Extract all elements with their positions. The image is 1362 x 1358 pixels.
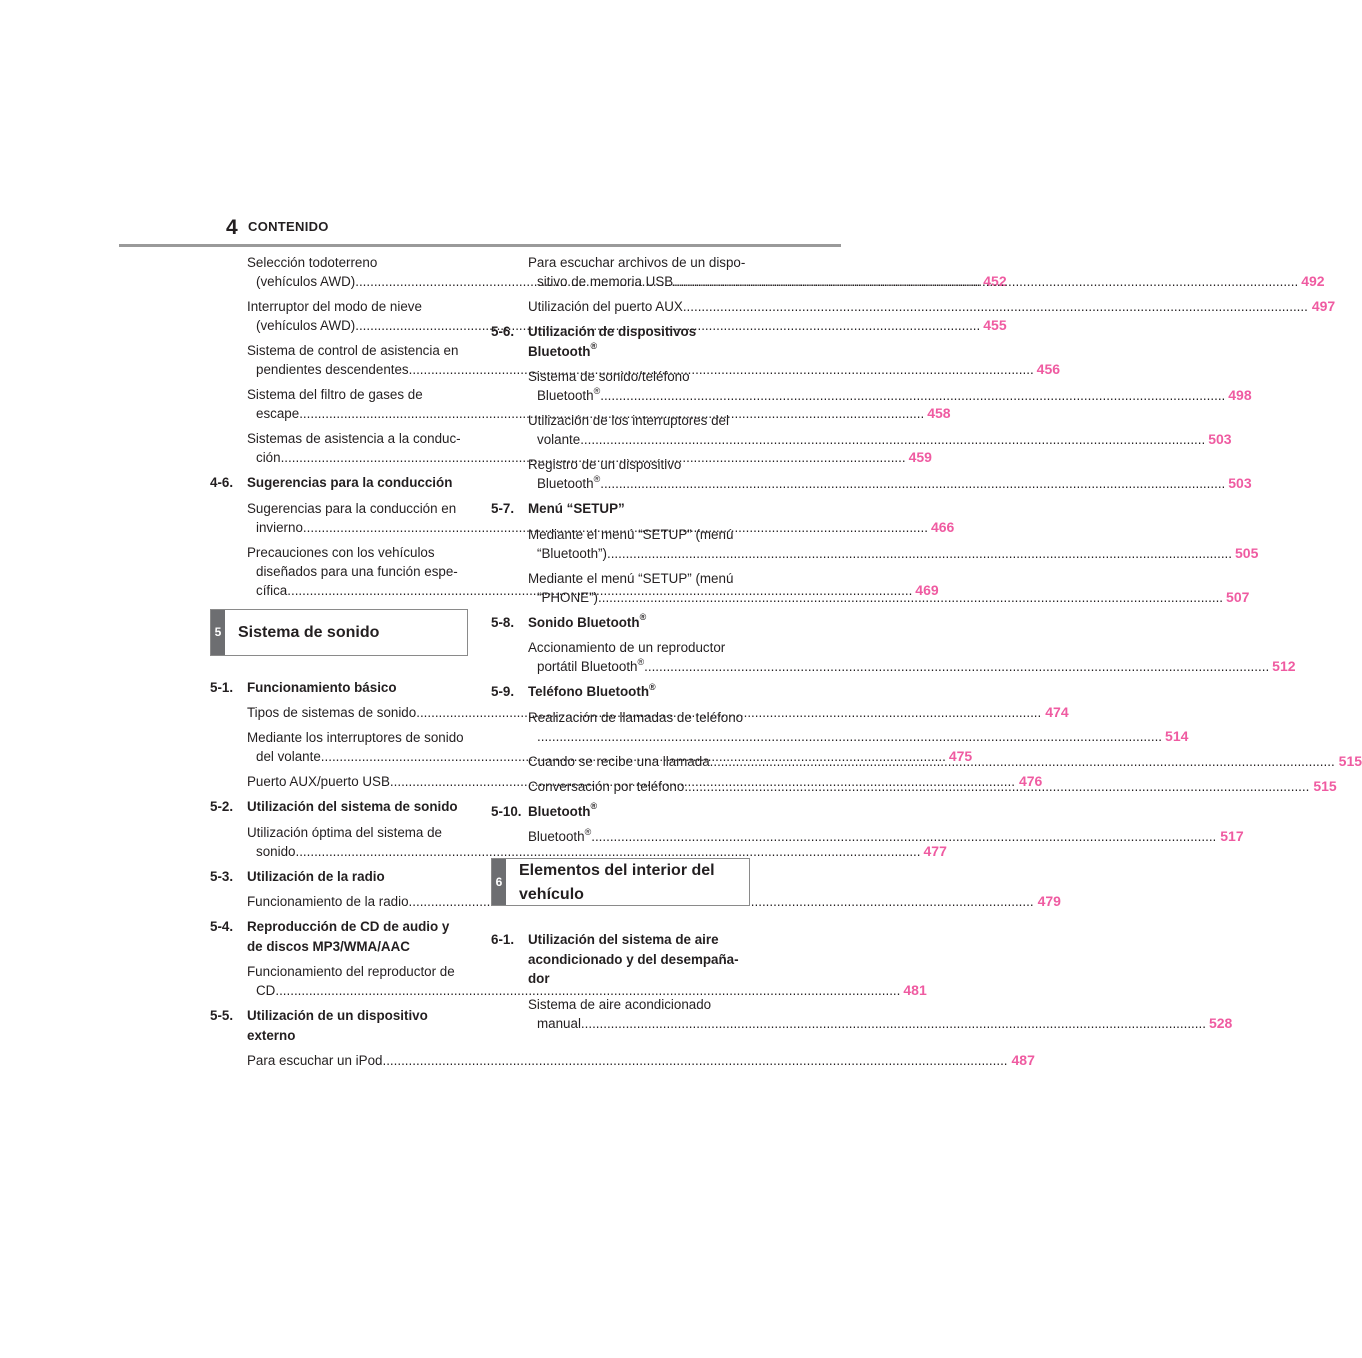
- entry-text: “Bluetooth”): [537, 545, 607, 561]
- page-link[interactable]: 477: [923, 842, 947, 859]
- chapter-tab: 5: [211, 610, 225, 655]
- page-link[interactable]: 507: [1226, 588, 1250, 605]
- section-title: Bluetooth: [528, 343, 591, 359]
- page-link[interactable]: 459: [908, 449, 932, 465]
- registered-mark: ®: [584, 826, 592, 837]
- dot-leader: [591, 829, 1216, 844]
- page-link[interactable]: 503: [1228, 475, 1252, 491]
- entry-text: (vehículos AWD): [256, 318, 356, 333]
- section-title: de discos MP3/WMA/AAC: [247, 938, 410, 954]
- section-heading[interactable]: [210, 867, 468, 887]
- section-heading[interactable]: [491, 499, 750, 519]
- entry-text: Sistema de sonido/teléfono: [528, 369, 690, 384]
- page-link[interactable]: 528: [1208, 1014, 1233, 1031]
- section-title: Sonido Bluetooth: [528, 614, 640, 630]
- dot-leader: [673, 274, 1298, 289]
- entry-text: Utilización del puerto AUX: [528, 299, 683, 314]
- dot-leader: [581, 1016, 1206, 1031]
- dot-leader: [644, 659, 1269, 674]
- entry-text: (vehículos AWD): [256, 274, 356, 289]
- section-title: Utilización de dispositivos: [528, 324, 697, 339]
- page-link[interactable]: 456: [1036, 361, 1061, 377]
- page-link[interactable]: 515: [1338, 752, 1362, 769]
- toc-entry[interactable]: [491, 826, 1244, 846]
- entry-text: cífica: [256, 582, 288, 598]
- entry-text: Sistemas de asistencia a la conduc-: [247, 431, 461, 446]
- registered-mark: ®: [590, 801, 598, 812]
- registered-mark: ®: [590, 341, 598, 352]
- entry-text: Mediante el menú “SETUP” (menú: [528, 526, 734, 542]
- registered-mark: ®: [593, 385, 601, 396]
- page-link[interactable]: 474: [1045, 704, 1069, 720]
- section-title: Bluetooth: [528, 803, 591, 819]
- section-title: Teléfono Bluetooth: [528, 684, 649, 699]
- section-number: 5-8.: [491, 614, 515, 630]
- entry-text: Utilización óptima del sistema de: [247, 824, 442, 840]
- page-link[interactable]: 517: [1220, 828, 1244, 844]
- section-number: 5-4.: [210, 919, 234, 934]
- registered-mark: ®: [649, 681, 656, 692]
- entry-text: ción: [256, 450, 281, 465]
- entry-text: manual: [537, 1015, 581, 1031]
- page-link[interactable]: 458: [927, 405, 951, 421]
- chapter-5-box[interactable]: [210, 609, 468, 656]
- entry-text: Accionamiento de un reproductor: [528, 640, 726, 655]
- entry-text: sitivo de memoria USB: [537, 274, 674, 289]
- dot-leader: [600, 388, 1225, 403]
- entry-text: Funcionamiento de la radio: [247, 894, 409, 909]
- entry-text: Tipos de sistemas de sonido: [247, 705, 417, 720]
- entry-text: Cuando se recibe una llamada: [528, 753, 710, 769]
- entry-text: Bluetooth: [528, 829, 585, 844]
- dot-leader: [710, 754, 1335, 769]
- section-title: Utilización del sistema de aire: [528, 932, 719, 947]
- page-link[interactable]: 503: [1208, 431, 1232, 447]
- section-title: Reproducción de CD de audio y: [247, 919, 450, 934]
- section-number: 6-1.: [491, 932, 515, 947]
- entry-text: Para escuchar archivos de un dispo-: [528, 255, 746, 270]
- entry-text: invierno: [256, 519, 303, 535]
- entry-text: Bluetooth: [537, 476, 594, 491]
- entry-text: Selección todoterreno: [247, 255, 378, 270]
- entry-text: del volante: [256, 749, 321, 764]
- entry-text: “PHONE”): [537, 589, 598, 605]
- entry-text: Conversación por teléfono: [528, 778, 685, 794]
- section-heading[interactable]: [210, 917, 468, 956]
- entry-text: Precauciones con los vehículos: [247, 544, 435, 560]
- page-number: 4: [226, 216, 238, 239]
- section-heading[interactable]: [491, 682, 750, 702]
- dot-leader: [598, 590, 1223, 605]
- entry-text: escape: [256, 406, 300, 421]
- page-link[interactable]: 479: [1037, 893, 1061, 909]
- toc-entry[interactable]: [491, 297, 1336, 316]
- section-heading[interactable]: [491, 613, 750, 633]
- section-header: CONTENIDO: [248, 219, 329, 234]
- toc-entry[interactable]: [491, 995, 1233, 1033]
- entry-text: pendientes descendentes: [256, 362, 409, 377]
- section-heading[interactable]: [491, 930, 750, 989]
- chapter-title-line: Elementos del interior del: [519, 862, 715, 879]
- entry-text: portátil Bluetooth: [537, 659, 638, 674]
- section-number: 5-6.: [491, 324, 515, 339]
- entry-text: Funcionamiento del reproductor de: [247, 964, 455, 979]
- section-title: Utilización de un dispositivo: [247, 1008, 428, 1023]
- page-link[interactable]: 455: [983, 317, 1007, 333]
- entry-text: volante: [537, 432, 581, 447]
- page-link[interactable]: 452: [983, 273, 1007, 289]
- section-heading[interactable]: [210, 797, 468, 817]
- page-link[interactable]: 481: [903, 982, 927, 998]
- page-link[interactable]: 505: [1235, 544, 1259, 561]
- section-heading[interactable]: [491, 322, 750, 361]
- page-link[interactable]: 492: [1301, 273, 1325, 289]
- page-link[interactable]: 466: [930, 518, 955, 535]
- dot-leader: [600, 476, 1225, 491]
- section-number: 4-6.: [210, 475, 234, 490]
- section-heading[interactable]: [210, 678, 468, 698]
- dot-leader: [580, 432, 1205, 447]
- entry-text: Para escuchar un iPod: [247, 1053, 383, 1068]
- page-link[interactable]: 512: [1272, 658, 1296, 674]
- entry-text: Sistema de aire acondicionado: [528, 996, 712, 1012]
- page-link[interactable]: 515: [1313, 777, 1337, 794]
- registered-mark: ®: [637, 656, 645, 667]
- section-number: 5-2.: [210, 799, 234, 814]
- dot-leader: [537, 729, 1162, 744]
- section-title: Utilización del sistema de sonido: [247, 799, 458, 814]
- section-title: Menú “SETUP”: [528, 501, 625, 516]
- chapter-tab: 6: [492, 859, 506, 905]
- page-link[interactable]: 498: [1228, 387, 1252, 403]
- page-link[interactable]: 469: [915, 581, 939, 598]
- section-title: externo: [247, 1027, 296, 1043]
- section-title: Utilización de la radio: [247, 868, 385, 884]
- entry-text: Interruptor del modo de nieve: [247, 299, 422, 314]
- dot-leader: [382, 1053, 1007, 1068]
- section-number: 5-1.: [210, 679, 234, 695]
- entry-text: Sugerencias para la conducción en: [247, 500, 457, 516]
- registered-mark: ®: [593, 473, 601, 484]
- dot-leader: [684, 779, 1309, 794]
- section-title: Sugerencias para la conducción: [247, 475, 453, 490]
- section-number: 5-10.: [491, 803, 522, 819]
- header-rule: [119, 244, 841, 247]
- chapter-title-line: vehículo: [519, 886, 584, 903]
- dot-leader: [683, 299, 1308, 314]
- page-link[interactable]: 514: [1165, 727, 1189, 744]
- page-link[interactable]: 487: [1011, 1052, 1035, 1068]
- page-link[interactable]: 476: [1018, 773, 1043, 789]
- entry-text: Utilización de los interruptores del: [528, 413, 729, 428]
- section-number: 5-9.: [491, 684, 515, 699]
- section-title: acondicionado y del desempaña-: [528, 951, 739, 967]
- entry-text: Realización de llamadas de teléfono: [528, 709, 744, 725]
- page-link[interactable]: 475: [948, 748, 973, 764]
- chapter-6-box[interactable]: [491, 858, 750, 906]
- entry-text: Bluetooth: [537, 388, 594, 403]
- entry-text: Puerto AUX/puerto USB: [247, 774, 390, 789]
- section-heading[interactable]: [491, 802, 750, 822]
- entry-text: Registro de un dispositivo: [528, 457, 682, 472]
- section-title: dor: [528, 971, 550, 986]
- entry-text: Mediante el menú “SETUP” (menú: [528, 570, 734, 586]
- chapter-title: [506, 859, 715, 905]
- section-number: 5-3.: [210, 868, 234, 884]
- entry-text: Sistema de control de asistencia en: [247, 343, 459, 358]
- toc-entry[interactable]: [491, 638, 1296, 676]
- dot-leader: [607, 546, 1232, 561]
- section-number: 5-7.: [491, 501, 515, 516]
- section-heading[interactable]: [210, 473, 468, 493]
- registered-mark: ®: [639, 612, 647, 623]
- entry-text: sonido: [256, 843, 296, 859]
- entry-text: CD: [256, 983, 276, 998]
- entry-text: diseñados para una función espe-: [256, 563, 458, 579]
- toc-entry[interactable]: [210, 1051, 1035, 1070]
- page-link[interactable]: 497: [1311, 298, 1336, 314]
- section-heading[interactable]: [210, 1006, 468, 1045]
- section-number: 5-5.: [210, 1008, 234, 1023]
- entry-text: Sistema del filtro de gases de: [247, 387, 423, 402]
- chapter-title: Sistema de sonido: [238, 623, 380, 641]
- entry-text: Mediante los interruptores de sonido: [247, 730, 464, 745]
- section-title: Funcionamiento básico: [247, 679, 397, 695]
